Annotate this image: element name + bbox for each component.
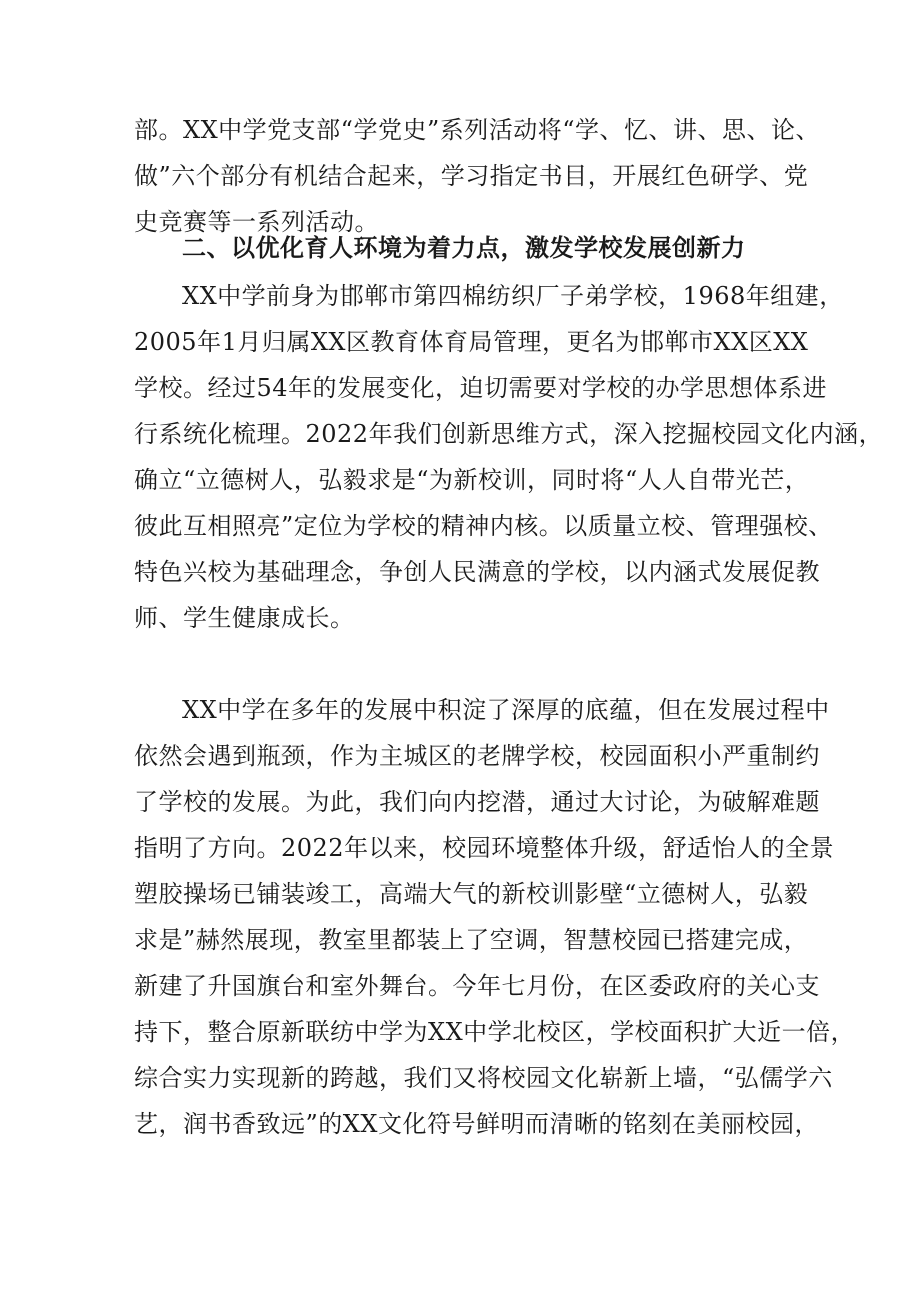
paragraph-line: 行系统化梳理。2022年我们创新思维方式，深入挖掘校园文化内涵， [134, 420, 884, 448]
paragraph-line: 彼此互相照亮”定位为学校的精神内核。以质量立校、管理强校、 [134, 512, 833, 540]
section-heading: 二、以优化育人环境为着力点，激发学校发展创新力 [182, 234, 746, 262]
paragraph-line: 依然会遇到瓶颈，作为主城区的老牌学校，校园面积小严重制约 [134, 742, 820, 770]
paragraph-line: XX中学前身为邯郸市第四棉纺织厂子弟学校，1968年组建， [182, 282, 844, 310]
paragraph-line: 史竞赛等一系列活动。 [134, 208, 379, 236]
paragraph-2 [134, 273, 884, 641]
paragraph-line: 特色兴校为基础理念，争创人民满意的学校，以内涵式发展促教 [134, 558, 820, 586]
paragraph-line: 师、学生健康成长。 [134, 604, 355, 632]
paragraph-line: 部。XX中学党支部“学党史”系列活动将“学、忆、讲、思、论、 [134, 116, 820, 144]
paragraph-line: 做”六个部分有机结合起来，学习指定书目，开展红色研学、党 [134, 162, 809, 190]
paragraph-line: 确立“立德树人，弘毅求是“为新校训，同时将“人人自带光芒， [134, 466, 810, 494]
paragraph-line: 求是”赫然展现，教室里都装上了空调，智慧校园已搭建完成， [134, 926, 809, 954]
paragraph-line: 新建了升国旗台和室外舞台。今年七月份，在区委政府的关心支 [134, 972, 820, 1000]
paragraph-line: 学校。经过54年的发展变化，迫切需要对学校的办学思想体系进 [134, 374, 828, 402]
paragraph-line: 了学校的发展。为此，我们向内挖潜，通过大讨论，为破解难题 [134, 788, 820, 816]
paragraph-line: 艺，润书香致远”的XX文化符号鲜明而清晰的铭刻在美丽校园， [134, 1110, 819, 1138]
paragraph-line: 持下，整合原新联纺中学为XX中学北校区，学校面积扩大近一倍， [134, 1018, 856, 1046]
paragraph-line: XX中学在多年的发展中积淀了深厚的底蕴，但在发展过程中 [182, 696, 830, 724]
paragraph-line: 塑胶操场已铺装竣工，高端大气的新校训影壁“立德树人，弘毅 [134, 880, 809, 908]
paragraph-line: 综合实力实现新的跨越，我们又将校园文化崭新上墙，“弘儒学六 [134, 1064, 833, 1092]
paragraph-line: 2005年1月归属XX区教育体育局管理，更名为邯郸市XX区XX [134, 328, 809, 356]
paragraph-3 [134, 687, 856, 1147]
paragraph-line: 指明了方向。2022年以来，校园环境整体升级，舒适怡人的全景 [134, 834, 835, 862]
